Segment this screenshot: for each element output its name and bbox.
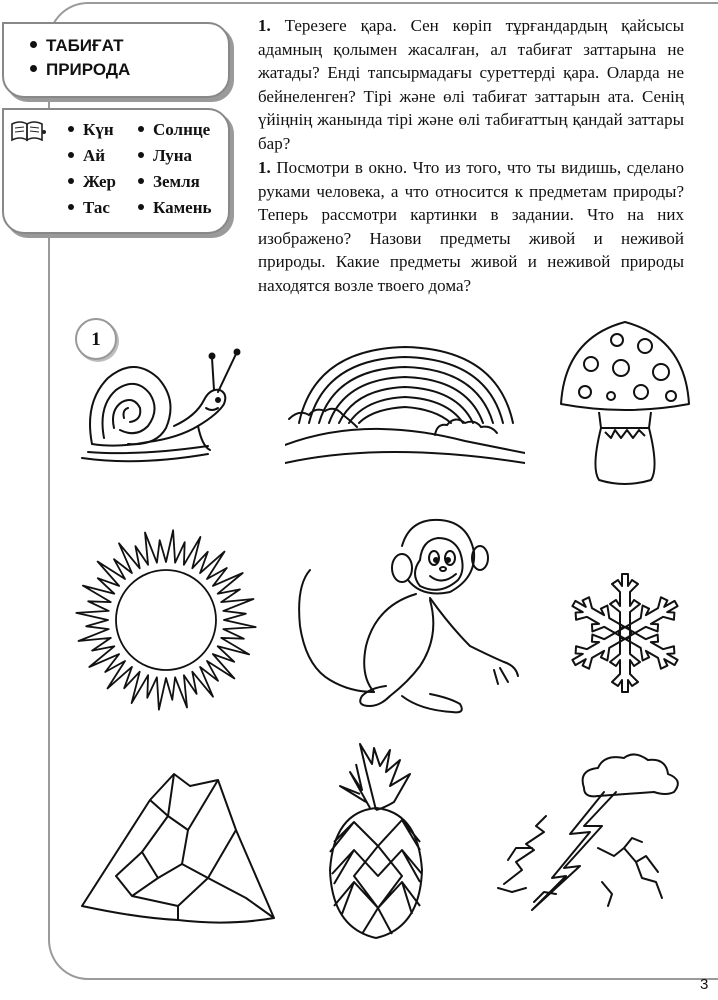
bullet-icon: [68, 126, 74, 132]
page-number: 3: [700, 976, 709, 993]
bullet-icon: [68, 152, 74, 158]
task-body-ru: Посмотри в окно. Что из того, что ты видишь, сделано руками человека, а что относится к предметам природы? Теперь рассмотри картинки в задании. Что на них изображено? Назови предметы живой и неживой природы. Какие предметы живой и неживой природы находятся возле твоего дома?: [258, 158, 685, 295]
topic-box: [2, 22, 230, 98]
pineapple-picture: [320, 742, 432, 942]
rainbow-picture: [285, 345, 525, 465]
bullet-icon: [138, 126, 144, 132]
snowflake-arm: [610, 633, 640, 692]
vocab-ru: Солнце: [138, 120, 210, 140]
book-icon: [10, 120, 46, 142]
bullet-icon: [68, 204, 74, 210]
vocabulary-box: [2, 108, 230, 234]
exercise-number-badge: 1: [75, 318, 117, 360]
bullet-icon: [68, 178, 74, 184]
snowflake-picture: [560, 568, 690, 698]
stone-picture: [78, 760, 278, 930]
bullet-icon: [138, 204, 144, 210]
bullet-icon: [138, 152, 144, 158]
page-frame-bottom: [88, 978, 718, 980]
topic-item: ТАБИҒАТ: [30, 36, 123, 56]
snowflake-arm: [610, 574, 640, 633]
task-body-kz: Терезеге қара. Сен көріп тұрғандардың қайсысы адамның қолымен жасалған, ал табиғат заттарына не жатады? Енді тапсырмадағы суреттерді қара. Оларда не бейнеленген? Тірі және өлі табиғат заттарын ата. Сенің үйіңнің жанында тірі және өлі табиғаттың қандай заттары бар?: [258, 16, 685, 153]
task-number-ru: 1.: [258, 158, 271, 177]
task-text-ru: [258, 156, 684, 297]
vocab-ru: Земля: [138, 172, 200, 192]
vocab-ru: Камень: [138, 198, 212, 218]
mushroom-picture: [555, 318, 695, 488]
bullet-icon: [138, 178, 144, 184]
topic-item: ПРИРОДА: [30, 60, 130, 80]
vocab-kz: Ай: [68, 146, 105, 166]
snail-picture: [78, 342, 248, 468]
bullet-icon: [30, 65, 37, 72]
vocab-kz: Тас: [68, 198, 110, 218]
vocab-kz: Күн: [68, 120, 114, 140]
vocab-ru: Луна: [138, 146, 192, 166]
task-number-kz: 1.: [258, 16, 271, 35]
bullet-icon: [30, 41, 37, 48]
sun-picture: [74, 528, 258, 712]
lightning-picture: [486, 752, 696, 912]
monkey-picture: [290, 516, 526, 722]
task-text-kz: [258, 14, 684, 155]
vocab-kz: Жер: [68, 172, 116, 192]
